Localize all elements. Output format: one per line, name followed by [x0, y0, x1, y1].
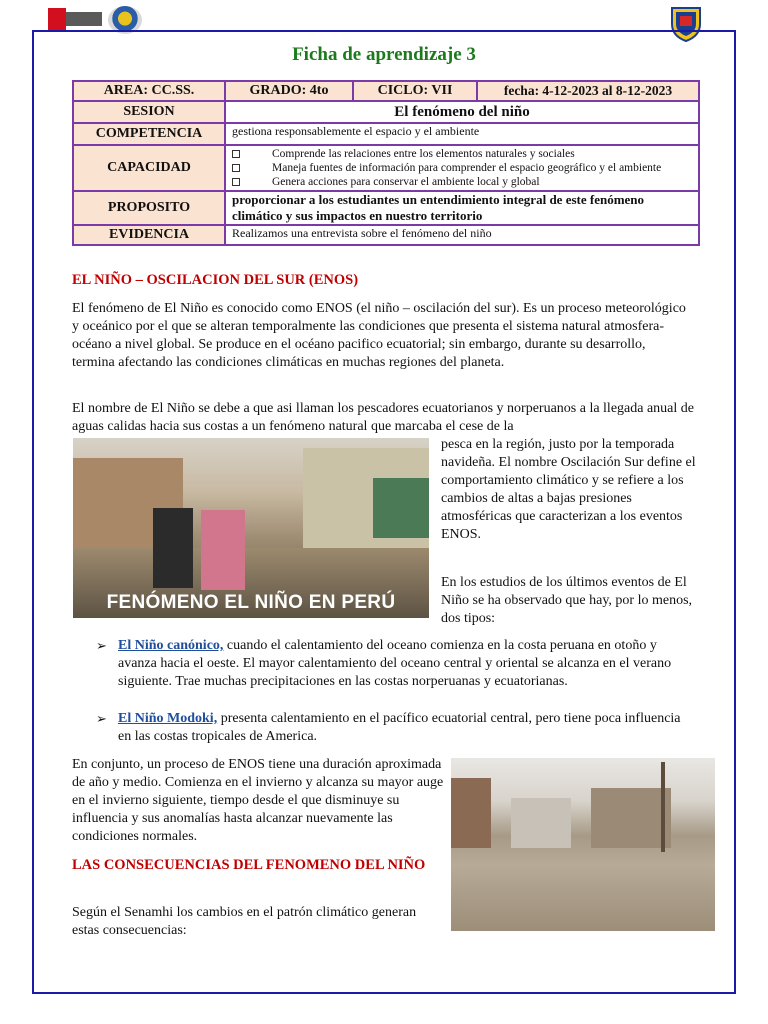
paragraph-consecuencias: Según el Senamhi los cambios en el patrón climático generan estas consecuencias:	[72, 905, 417, 938]
info-table	[72, 80, 700, 246]
checkbox-icon	[232, 164, 240, 172]
checkbox-icon	[232, 150, 240, 158]
competencia-value: gestiona responsablemente el espacio y el ambiente	[225, 123, 699, 145]
flood-photo	[73, 438, 429, 618]
fecha-cell: fecha: 4-12-2023 al 8-12-2023	[477, 81, 699, 101]
mud-street-photo	[451, 758, 715, 931]
photo-caption: FENÓMENO EL NIÑO EN PERÚ	[106, 592, 396, 613]
paragraph-name-origin-cont: pesca en la región, justo por la temporada navideña. El nombre Oscilación Sur define el comportamiento climático y se refiere a los cambios de altas a bajas presiones atmosféricas que caracterizan a los eventos ENOS.	[441, 437, 696, 542]
link-nino-canonico[interactable]: El Niño canónico,	[118, 638, 224, 653]
link-nino-modoki[interactable]: El Niño Modoki,	[118, 711, 218, 726]
ministry-logo	[48, 8, 102, 30]
section-heading-enos: EL NIÑO – OSCILACION DEL SUR (ENOS)	[72, 272, 359, 288]
paragraph-enos-intro: El fenómeno de El Niño es conocido como ENOS (el niño – oscilación del sur). Es un proceso meteorológico y oceánico por el que se alteran temporalmente las condiciones que presenta el sistema natural atmosfera-océano a nivel global. Se produce en el océano pacifico ecuatorial; sin embargo, durante su desarrollo, termina afectando las condiciones climáticas en muchas regiones del planeta.	[72, 301, 686, 370]
evidencia-label: EVIDENCIA	[73, 225, 225, 245]
capacidad-item: Maneja fuentes de información para comprender el espacio geográfico y el ambiente	[232, 161, 692, 175]
section-heading-consecuencias: LAS CONSECUENCIAS DEL FENOMENO DEL NIÑO	[72, 857, 426, 873]
area-cell: AREA: CC.SS.	[73, 81, 225, 101]
capacidad-label: CAPACIDAD	[73, 145, 225, 191]
paragraph-types-intro: En los estudios de los últimos eventos de El Niño se ha observado que hay, por lo menos, dos tipos:	[441, 575, 693, 626]
arrow-bullet-icon: ➢	[96, 638, 107, 653]
capacidad-item: Comprende las relaciones entre los elementos naturales y sociales	[232, 147, 692, 161]
proposito-value: proporcionar a los estudiantes un entendimiento integral de este fenómeno climático y sus impactos en nuestro territorio	[225, 191, 699, 225]
page-title: Ficha de aprendizaje 3	[292, 44, 476, 65]
ciclo-cell: CICLO: VII	[353, 81, 477, 101]
checkbox-icon	[232, 178, 240, 186]
paragraph-duration: En conjunto, un proceso de ENOS tiene una duración aproximada de año y medio. Comienza en el invierno y alcanza su mayor auge en el invierno siguiente, tiempo desde el que disminuye su influencia y sus anomalías hasta alcanzar nuevamente las condiciones normales.	[72, 757, 444, 844]
sesion-label: SESION	[73, 101, 225, 123]
capacidad-list	[225, 145, 699, 191]
sesion-value: El fenómeno del niño	[225, 101, 699, 123]
proposito-label: PROPOSITO	[73, 191, 225, 225]
paragraph-name-origin: El nombre de El Niño se debe a que asi llaman los pescadores ecuatorianos y norperuanos a la llegada anual de aguas calidas hacia sus costas a un fenómeno natural que marcaba el cese de la	[72, 401, 694, 434]
evidencia-value: Realizamos una entrevista sobre el fenómeno del niño	[225, 225, 699, 245]
competencia-label: COMPETENCIA	[73, 123, 225, 145]
grado-cell: GRADO: 4to	[225, 81, 353, 101]
capacidad-item: Genera acciones para conservar el ambiente local y global	[232, 175, 692, 189]
arrow-bullet-icon: ➢	[96, 711, 107, 726]
